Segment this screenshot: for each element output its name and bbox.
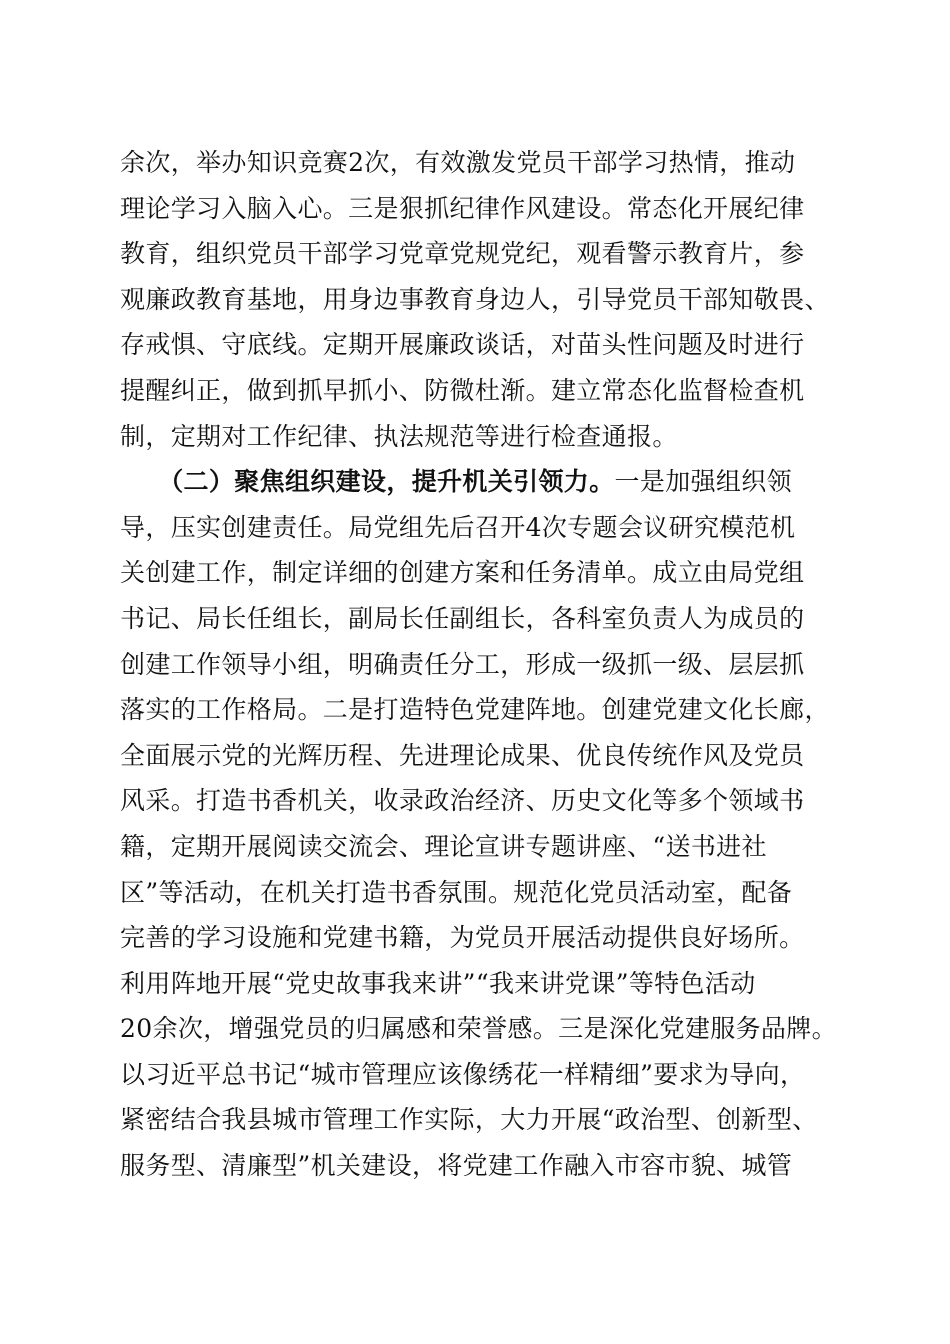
line-text: 教育，组织党员干部学习党章党规党纪，观看警示教育片，参 [120, 239, 805, 269]
line-text: 完善的学习设施和党建书籍，为党员开展活动提供良好场所。 [120, 923, 805, 953]
line-text: 提醒纠正，做到抓早抓小、防微杜渐。建立常态化监督检查机 [120, 375, 805, 405]
line-text: 全面展示党的光辉历程、先进理论成果、优良传统作风及党员 [120, 740, 805, 770]
section-heading: （二）聚焦组织建设，提升机关引领力。 [170, 467, 615, 497]
text-line [120, 414, 840, 460]
line-text: 观廉政教育基地，用身边事教育身边人，引导党员干部知敬畏、 [120, 284, 830, 314]
line-text: 书记、局长任组长，副局长任副组长，各科室负责人为成员的 [120, 603, 805, 633]
line-text: 紧密结合我县城市管理工作实际，大力开展“政治型、创新型、 [120, 1105, 818, 1135]
line-text: 一是加强组织领 [614, 467, 792, 497]
line-text: 理论学习入脑入心。三是狠抓纪律作风建设。常态化开展纪律 [120, 193, 805, 223]
text-line [120, 186, 840, 232]
line-text: 余次，举办知识竞赛2次，有效激发党员干部学习热情，推动 [120, 148, 796, 177]
text-line [120, 733, 840, 779]
text-line [120, 368, 840, 414]
text-line [120, 596, 840, 642]
line-text: 服务型、清廉型”机关建设，将党建工作融入市容市貌、城管 [120, 1151, 793, 1181]
text-line [120, 322, 840, 368]
text-line [120, 915, 840, 961]
line-text: 落实的工作格局。二是打造特色党建阵地。创建党建文化长廊， [120, 695, 830, 725]
line-text: 存戒惧、守底线。定期开展廉政谈话，对苗头性问题及时进行 [120, 330, 805, 360]
text-line [120, 687, 840, 733]
line-text: 以习近平总书记“城市管理应该像绣花一样精细”要求为导向， [120, 1059, 806, 1089]
text-line [120, 1143, 840, 1189]
line-text: 制，定期对工作纪律、执法规范等进行检查通报。 [120, 421, 678, 451]
text-line [120, 1006, 840, 1052]
text-line [120, 277, 840, 323]
line-text: 区”等活动，在机关打造书香氛围。规范化党员活动室，配备 [120, 877, 793, 907]
line-text: 创建工作领导小组，明确责任分工，形成一级抓一级、层层抓 [120, 649, 805, 679]
line-text: 导，压实创建责任。局党组先后召开4次专题会议研究模范机 [120, 512, 796, 542]
line-text: 籍，定期开展阅读交流会、理论宣讲专题讲座、“送书进社 [120, 831, 767, 861]
text-line [120, 505, 840, 551]
text-line [120, 642, 840, 688]
text-line [120, 961, 840, 1007]
line-text: 关创建工作，制定详细的创建方案和任务清单。成立由局党组 [120, 558, 805, 588]
body-text [120, 140, 840, 1189]
text-line [120, 824, 840, 870]
paragraph-indent [120, 467, 171, 496]
line-text: 风采。打造书香机关，收录政治经济、历史文化等多个领域书 [120, 786, 805, 816]
line-text: 利用阵地开展“党史故事我来讲”“我来讲党课”等特色活动 [120, 968, 756, 998]
text-line [120, 870, 840, 916]
text-line [120, 231, 840, 277]
text-line [120, 140, 840, 186]
section-heading-line [120, 459, 840, 505]
text-line [120, 550, 840, 596]
text-line [120, 1097, 840, 1143]
line-text: 20余次，增强党员的归属感和荣誉感。三是深化党建服务品牌。 [120, 1014, 837, 1044]
text-line [120, 1052, 840, 1098]
text-line [120, 778, 840, 824]
